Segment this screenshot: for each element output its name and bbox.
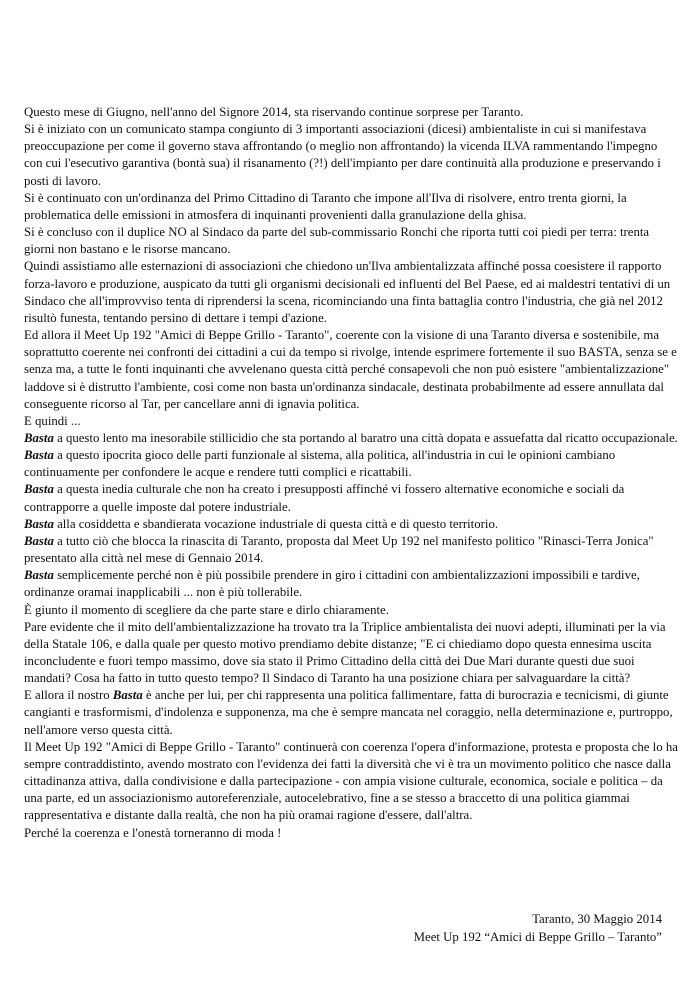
- closing-line: Perché la coerenza e l'onestà torneranno di moda !: [24, 825, 282, 840]
- basta-text: a questo ipocrita gioco delle parti funzionale al sistema, alla politica, all'industria in cui le opinioni cambiano continuamente per confondere le acque e rendere tutti complici e ricattabili.: [24, 448, 616, 480]
- basta-paragraph: [24, 533, 678, 567]
- basta-emphasis: Basta: [24, 430, 54, 445]
- nostro-before: E allora il nostro: [24, 688, 113, 703]
- document-body: [24, 104, 678, 842]
- place-date: Taranto, 30 Maggio 2014: [532, 912, 662, 926]
- nostro-after: è anche per lui, per chi rappresenta una politica fallimentare, fatta di burocrazia e tecnicismi, di giunte cangianti e trasformismi, d'indolenza e supponenza, ma che è sempre mancata nel coraggio, nella determinazione e, purtroppo, nell'amore verso questa città.: [24, 688, 673, 737]
- paragraph: Questo mese di Giugno, nell'anno del Signore 2014, sta riservando continue sorprese per Taranto.: [24, 105, 524, 119]
- paragraph: Quindi assistiamo alle esternazioni di associazioni che chiedono un'Ilva ambientalizzata affinché possa coesistere il rapporto forza-lavoro e produzione, auspicato da tutti gli organismi decisionali ed influenti del Bel Paese, ed ai maldestri tentativi di un Sindaco che all'improvviso tenta di riprendersi la scena, ricominciando una finta battaglia contro l'industria, che già nel 2012 risultò funesta, tentando persino di dettare i tempi d'azione.: [24, 259, 671, 325]
- basta-emphasis: Basta: [24, 448, 54, 463]
- paragraph: E quindi ...: [24, 413, 81, 428]
- paragraph: [24, 687, 678, 738]
- basta-paragraph: [24, 430, 678, 447]
- paragraph: Si è concluso con il duplice NO al Sindaco da parte del sub-commissario Ronchi che riporta tutti coi piedi per terra: trenta giorni non bastano e le risorse mancano.: [24, 225, 650, 257]
- paragraph: Ed allora il Meet Up 192 "Amici di Beppe Grillo - Taranto", coerente con la visione di una Taranto diversa e sostenibile, ma soprattutto coerente nei confronti dei cittadini a cui da tempo si rivolge, intende esprimere fortemente il suo BASTA, senza se e senza ma, a tutte le fonti inquinanti che avvelenano questa città perché consapevoli che non può esistere "ambientalizzazione" laddove si è distrutto l'ambiente, così come non basta un'ordinanza sindacale, destinata probabilmente ad essere annullata dal conseguente ricorso al Tar, per cancellare anni di ignavia politica.: [24, 328, 677, 411]
- basta-paragraph: [24, 447, 678, 481]
- basta-emphasis: Basta: [24, 516, 54, 531]
- signature-author: Meet Up 192 “Amici di Beppe Grillo – Taranto”: [413, 930, 662, 944]
- basta-text: a questa inedia culturale che non ha creato i presupposti affinché vi fossero alternative economiche e sociali da contrapporre a quelle imposte dal potere industriale.: [24, 482, 625, 514]
- signature-block: [414, 910, 662, 946]
- basta-emphasis: Basta: [24, 533, 54, 548]
- paragraph: Il Meet Up 192 "Amici di Beppe Grillo - Taranto" continuerà con coerenza l'opera d'informazione, protesta e proposta che lo ha sempre contraddistinto, avendo mostrato con l'evidenza dei fatti la diversità che vi è tra un movimento politico che nasce dalla cittadinanza attiva, dalla condivisione e dalla partecipazione - con ampia visione culturale, economica, sociale e politica – da una parte, ed un associazionismo autoreferenziale, autocelebrativo, fine a se stesso a braccetto di una politica giammai rappresentativa e distante dalla realtà, che non ha più oramai ragione d'essere, dall'altra.: [24, 739, 678, 823]
- paragraph: Si è continuato con un'ordinanza del Primo Cittadino di Taranto che impone all'Ilva di risolvere, entro trenta giorni, la problematica delle emissioni in atmosfera di inquinanti provenienti dalla granulazione della ghisa.: [24, 190, 627, 222]
- basta-paragraph: [24, 567, 678, 601]
- basta-emphasis: Basta: [24, 482, 54, 497]
- basta-text: a questo lento ma inesorabile stillicidio che sta portando al baratro una città dopata e assuefatta dal ricatto occupazionale.: [53, 430, 678, 445]
- basta-text: a tutto ciò che blocca la rinascita di Taranto, proposta dal Meet Up 192 nel manifesto politico "Rinasci-Terra Jonica" presentato alla città nel mese di Gennaio 2014.: [24, 533, 654, 566]
- basta-text: alla cosiddetta e sbandierata vocazione industriale di questa città e di questo territorio.: [53, 516, 499, 531]
- basta-paragraph: [24, 516, 678, 533]
- paragraph: È giunto il momento di scegliere da che parte stare e dirlo chiaramente.: [24, 602, 389, 617]
- basta-emphasis: Basta: [112, 688, 143, 703]
- basta-paragraph: [24, 481, 678, 515]
- paragraph: Si è iniziato con un comunicato stampa congiunto di 3 importanti associazioni (dicesi) ambientaliste in cui si manifestava preoccupazione per come il governo stava affrontando (o meglio non affrontando) la vicenda ILVA rammentando l'impegno con cui l'esecutivo garantiva (bontà sua) il risanamento (?!) dell'impianto per dare continuità alla produzione e preservando i posti di lavoro.: [24, 122, 661, 188]
- basta-emphasis: Basta: [24, 568, 54, 583]
- paragraph: Pare evidente che il mito dell'ambientalizzazione ha trovato tra la Triplice ambientalista dei nuovi adepti, illuminati per la via della Statale 106, e dalla quale per questo motivo prendiamo debite distanze; "E ci chiediamo dopo questa ennesima uscita inconcludente e fuori tempo massimo, dove sia stato il Primo Cittadino della città dei Due Mari durante questi due suoi mandati? Cosa ha fatto in tutto questo tempo? Il Sindaco di Taranto ha una posizione chiara per salvaguardare la città?: [24, 619, 666, 686]
- basta-text: semplicemente perché non è più possibile prendere in giro i cittadini con ambientalizzazioni impossibili e tardive, ordinanze oramai inapplicabili ... non è più tollerabile.: [24, 568, 640, 600]
